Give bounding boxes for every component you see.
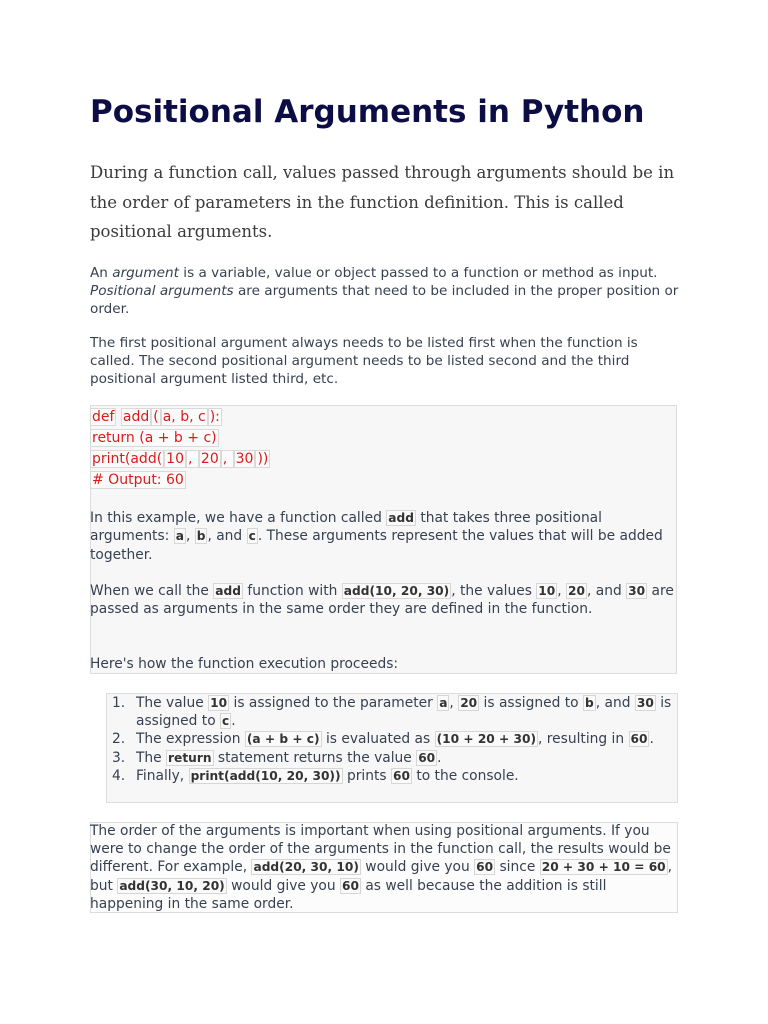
argument-definition-paragraph: An argument is a variable, value or object passed to a function or method as input. Positional arguments are arguments that need to be included in the proper position or order. bbox=[90, 265, 679, 318]
intro-paragraph: During a function call, values passed through arguments should be in the order of parameters in the function definition. This is called positional arguments. bbox=[90, 163, 675, 241]
explanation-paragraph-1: In this example, we have a function called add that takes three positional arguments: a , b , and c . These arguments represent the values that will be added together. bbox=[90, 510, 663, 563]
positional-order-paragraph: The first positional argument always needs to be listed first when the function is called. The second positional argument needs to be listed second and the third positional argument listed third, etc. bbox=[90, 335, 638, 388]
conclusion-paragraph: The order of the arguments is important when using positional arguments. If you were to change the order of the arguments in the function call, the results would be different. For example, add(20, 30, 10) would give you 60 since 20 + 30 + 10 = 60 , but add(30, 10, 20) would give you 60 as well because the addition is still happening in the same order. bbox=[90, 823, 673, 912]
execution-steps-list bbox=[112, 694, 672, 785]
list-item: 2. The expression (a + b + c) is evaluated as (10 + 20 + 30) , resulting in 60 . bbox=[112, 731, 654, 748]
explanation-paragraph-2: When we call the add function with add(10, 20, 30) , the values 10 , 20 , and 30 are passed as arguments in the same order they are defined in the function. bbox=[90, 583, 674, 618]
page-title: Positional Arguments in Python bbox=[90, 94, 645, 130]
code-line-comment: # Output: 60 bbox=[92, 472, 184, 488]
explanation-paragraph-3: Here's how the function execution proceeds: bbox=[90, 656, 399, 672]
code-line-return: return (a + b + c) bbox=[92, 430, 217, 446]
list-item: 4. Finally, print(add(10, 20, 30)) prints 60 to the console. bbox=[112, 767, 519, 784]
list-item: 3. The return statement returns the value 60 . bbox=[112, 749, 442, 766]
list-item: 1. The value 10 is assigned to the parameter a , 20 is assigned to b , and 30 is assigned to c . bbox=[112, 695, 672, 730]
code-block bbox=[90, 407, 270, 491]
code-line-def: def add ( a, b, c ): bbox=[92, 409, 220, 425]
code-line-print: print(add( 10 , 20 , 30 )) bbox=[92, 451, 269, 467]
